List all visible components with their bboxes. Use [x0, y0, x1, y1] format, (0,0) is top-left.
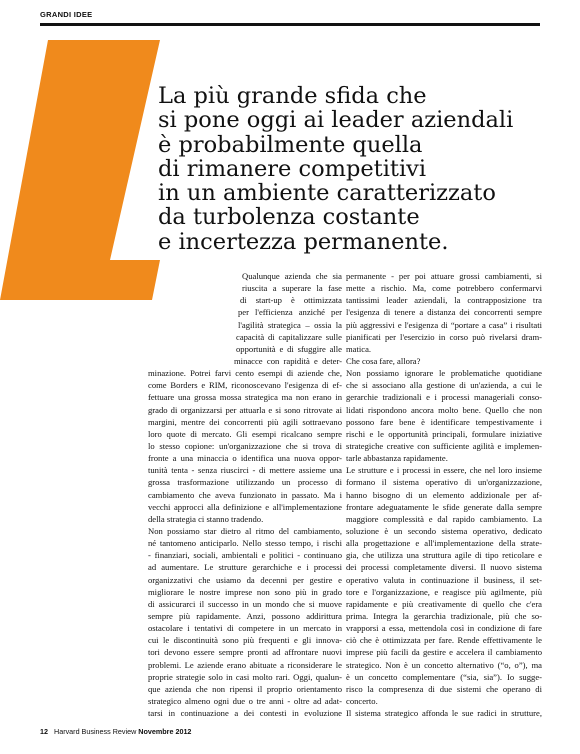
body-line: grado di organizzarsi per attuarla e si sono ritrovate ai	[148, 404, 342, 415]
body-line: fronte a una minaccia o identifica una nuova oppor-	[148, 453, 342, 464]
body-line: tunità tenta - senza riuscirci - di mettere assieme una	[148, 465, 342, 476]
body-line: hanno bisogno di un elemento addizionale per af-	[346, 489, 542, 500]
body-line: - finanziari, sociali, ambientali e politici - continuano	[148, 550, 342, 561]
page-footer	[40, 727, 191, 736]
body-line: loro quote di mercato. Gli esempi ricalcano sempre	[148, 428, 342, 439]
body-line: è un concetto complementare (“sia, sia”). Io sugge-	[346, 671, 542, 682]
body-line: strategico almeno ogni due o tre anni - oltre ad adat-	[148, 695, 342, 706]
body-line: risco la compresenza di due sistemi che operano di	[346, 683, 542, 694]
body-line: l'agilità strategica – ossia la	[238, 319, 342, 330]
body-line: Il sistema strategico affonda le sue radici in strutture,	[346, 708, 542, 719]
headline-line: si pone oggi ai leader aziendali	[158, 107, 514, 134]
body-line: maggiore complessità e dal rapido cambiamento. La	[346, 513, 542, 524]
section-label: GRANDI IDEE	[40, 10, 93, 19]
body-line: matica.	[346, 343, 372, 354]
body-line: riuscita a superare la fase	[242, 283, 342, 294]
right-column	[346, 270, 542, 719]
body-line: rischi e le opportunità principali, formulare iniziative	[346, 428, 542, 439]
body-line: minazione. Potrei farvi cento esempi di aziende che,	[148, 368, 342, 379]
body-line: fettuare una grossa mossa strategica ma non erano in	[148, 392, 342, 403]
body-line: vecchi approcci alla definizione e all'implementazione	[148, 501, 342, 512]
body-line: que azienda che non ripensi il proprio orientamento	[148, 683, 342, 694]
body-line: l'esigenza di tenere a distanza dei concorrenti sempre	[346, 307, 542, 318]
body-line: permanente - per poi attuare grossi cambiamenti, si	[346, 271, 542, 281]
headline-line: e incertezza permanente.	[158, 228, 449, 255]
headline-line: in un ambiente caratterizzato	[158, 180, 496, 207]
body-line: proprie strategie solo in casi molto rari. Oggi, qualun-	[148, 671, 342, 682]
headline-line: di rimanere competitivi	[158, 155, 427, 182]
body-line: tarsi in continuazione a dei contesti in evoluzione	[148, 708, 342, 719]
issue-date: Novembre 2012	[138, 727, 192, 736]
body-line: vrapporsi a essa, mettendola così in condizione di fare	[346, 623, 542, 634]
body-line: ostacolare i tentativi di competere in un mercato in	[148, 623, 342, 634]
body-line: sempre più rapidamente. Anzi, possono addirittura	[148, 610, 342, 621]
body-line: strategico. Non è un concetto alternativo (“o, o”), ma	[346, 659, 542, 670]
body-line: tore e l'organizzazione, e reagisce più agilmente, più	[346, 586, 542, 597]
body-line: cui le discontinuità sono più frequenti e gli innova-	[148, 635, 342, 646]
body-line: tantissimi leader aziendali, la contrapposizione tra	[346, 295, 542, 306]
magazine-name: Harvard Business Review	[54, 727, 137, 736]
body-line: soluzione è un secondo sistema operativo, dedicato	[346, 525, 542, 536]
body-line: organizzativi che usiamo da decenni per gestire e	[148, 574, 342, 585]
headline-line: La più grande sfida che	[158, 83, 427, 109]
body-line: più aggressivi e l'esigenza di “portare a casa” i risultati	[346, 319, 542, 330]
body-line: pianificati per l'esercizio in corso può rivelarsi dram-	[346, 331, 542, 342]
body-line: imprese più facili da gestire e accelera il cambiamento	[346, 647, 542, 658]
body-line: opportunità e di sfuggire alle	[236, 343, 342, 354]
body-line: capacità di capitalizzare sulle	[236, 331, 342, 342]
body-line: Non possiamo star dietro al ritmo del cambiamento,	[148, 525, 342, 536]
body-line: lo stesso copione: un'organizzazione che si trova di	[148, 440, 342, 451]
body-line: alla progettazione e all'implementazione della strate-	[346, 538, 542, 549]
headline-line: da turbolenza costante	[158, 204, 420, 231]
body-line: concerto.	[346, 695, 378, 706]
body-line: possono fare bene è identificare tempestivamente i	[346, 416, 542, 427]
body-line: che si associano alla gestione di un'azienda, a cui le	[346, 380, 542, 391]
body-line: strategiche creative con sufficiente agilità e implemen-	[346, 440, 542, 451]
body-line: Le strutture e i processi in essere, che nel loro insieme	[346, 465, 542, 476]
body-line: minacce con rapidità e deter-	[234, 355, 342, 366]
body-line: Che cosa fare, allora?	[346, 355, 421, 366]
body-line: frontare adeguatamente le sfide generate dalla sempre	[346, 501, 542, 512]
headline-line: è probabilmente quella	[158, 131, 423, 158]
page-number: 12	[40, 727, 48, 736]
body-line: Non possiamo ignorare le problematiche quotidiane	[346, 368, 542, 379]
body-line: come Borders e RIM, riconoscevano l'esigenza di ef-	[148, 380, 342, 391]
body-line: di start-up è ottimizzata	[240, 295, 342, 306]
body-line: operativo valuta in continuazione il business, il set-	[346, 574, 542, 585]
body-line: grossa trasformazione utilizzando un processo di	[148, 477, 342, 488]
body-line: lidati rispondono ancora molto bene. Quello che non	[346, 404, 542, 415]
body-line: ad aumentare. Le strutture gerarchiche e i processi	[148, 562, 342, 573]
body-line: Qualunque azienda che sia	[242, 271, 342, 281]
body-line: né tantomeno anticiparlo. Nello stesso tempo, i rischi	[148, 538, 342, 549]
body-line: migliorare le nostre imprese non sono più in grado	[148, 586, 342, 597]
headline	[158, 84, 558, 254]
body-line: della strategia ci stanno tradendo.	[148, 513, 264, 524]
body-line: di assicurarci il successo in un mondo che si muove	[148, 598, 342, 609]
body-line: ciò che è ottimizzata per fare. Rende effettivamente le	[346, 635, 542, 646]
body-line: tarle abbastanza rapidamente.	[346, 453, 448, 464]
body-line: dei processi completamente diversi. Il nuovo sistema	[346, 562, 542, 573]
body-line: margini, mentre dei concorrenti più agili sottraevano	[148, 416, 342, 427]
body-line: mette a rischio. Ma, come potrebbero confermarvi	[346, 283, 542, 294]
body-line: problemi. Le aziende erano abituate a riconsiderare le	[148, 659, 342, 670]
body-line: rapidamente e più creativamente di quello che c'era	[346, 598, 542, 609]
body-line: per l'efficienza anziché per	[238, 307, 342, 318]
body-line: tori devono essere sempre pronti ad affrontare nuovi	[148, 647, 342, 658]
body-line: prima. Integra la gerarchia tradizionale, più che so-	[346, 610, 542, 621]
body-line: gia, che utilizza una struttura agile di tipo reticolare e	[346, 550, 542, 561]
left-column	[148, 270, 342, 719]
body-line: formano il sistema operativo di un'organizzazione,	[346, 477, 542, 488]
body-line: cambiamento che aveva funzionato in passato. Ma i	[148, 489, 342, 500]
body-line: gerarchie tradizionali e i processi manageriali conso-	[346, 392, 542, 403]
